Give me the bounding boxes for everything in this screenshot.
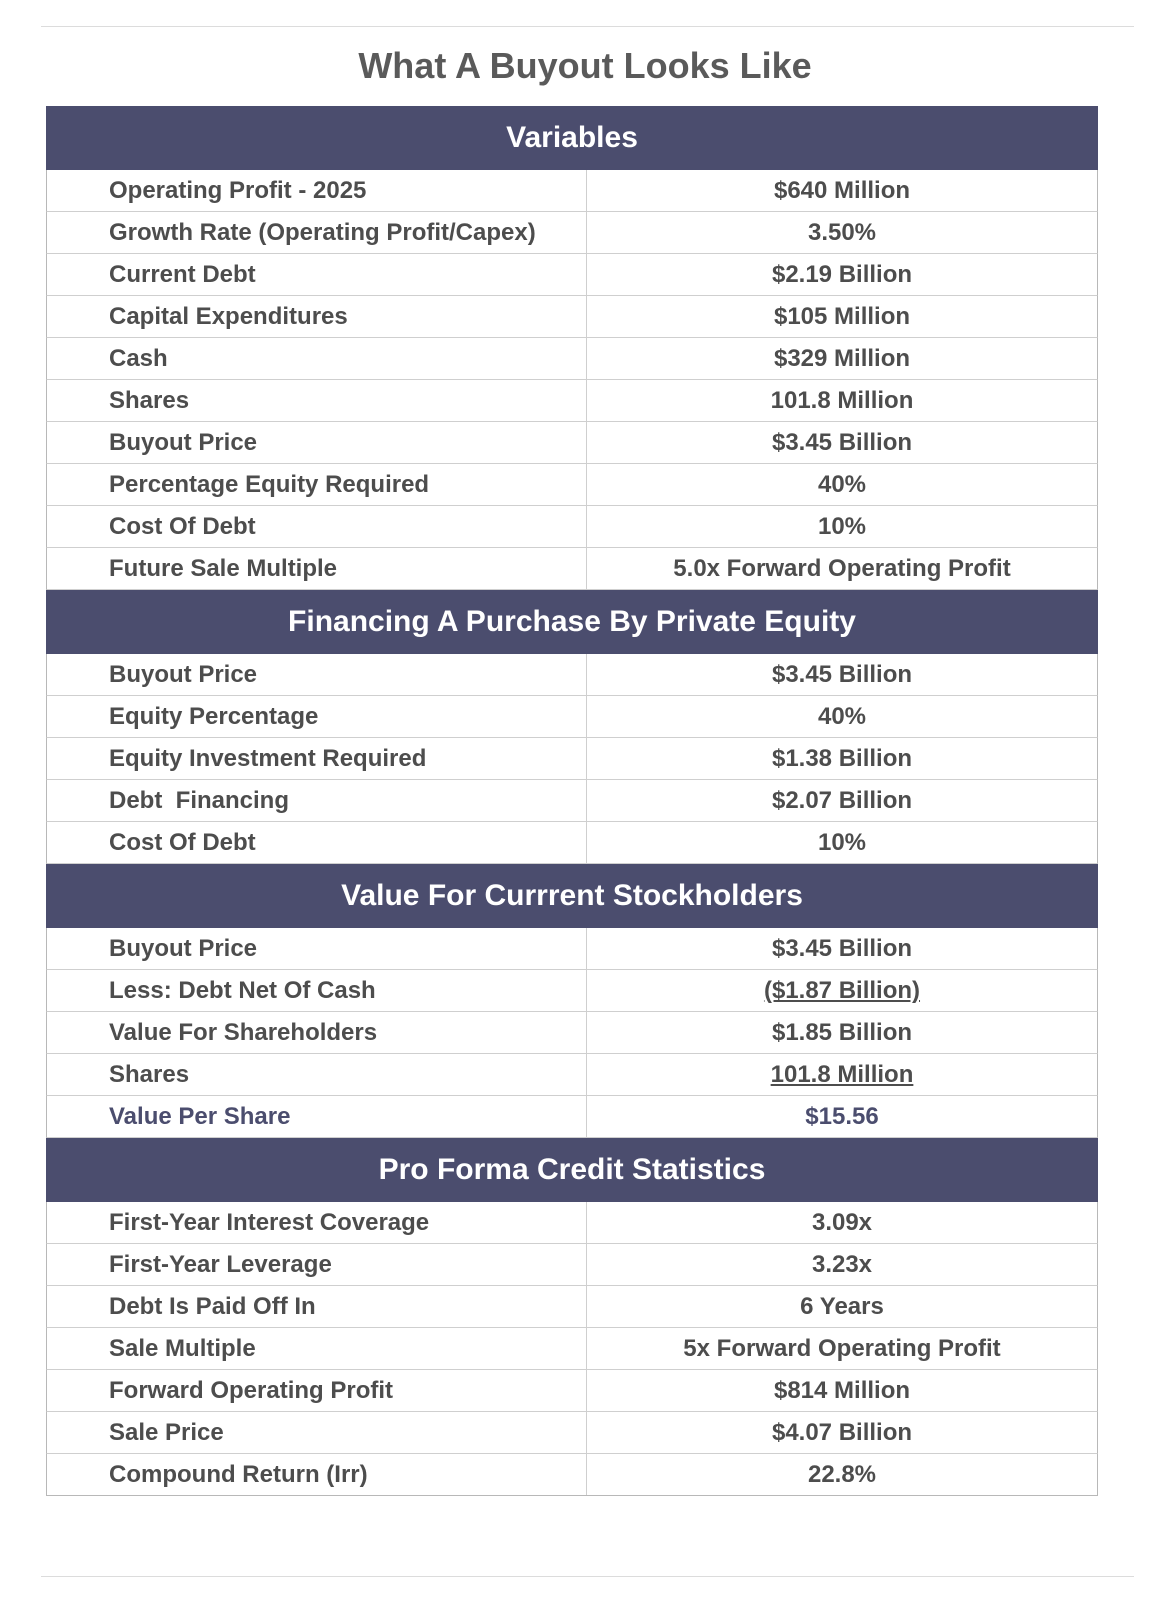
table-row	[46, 822, 1098, 864]
row-value: $1.38 Billion	[771, 745, 913, 772]
table-row	[46, 506, 1098, 548]
page-title: What A Buyout Looks Like	[358, 45, 812, 86]
row-label: Growth Rate (Operating Profit/Capex)	[47, 212, 587, 253]
row-label: Shares	[47, 380, 587, 421]
row-label: Cost Of Debt	[47, 506, 587, 547]
row-label: Cost Of Debt	[47, 822, 587, 863]
row-value: 3.09x	[811, 1209, 873, 1236]
table-row	[46, 1096, 1098, 1138]
table-row	[46, 1244, 1098, 1286]
table-row	[46, 738, 1098, 780]
table-row	[46, 654, 1098, 696]
row-value: 3.50%	[807, 219, 877, 246]
section-header-stockholder-value: Value For Currrent Stockholders	[46, 864, 1098, 928]
buyout-table	[46, 106, 1098, 1496]
table-row	[46, 212, 1098, 254]
row-value: $3.45 Billion	[771, 935, 913, 962]
row-label: Less: Debt Net Of Cash	[47, 970, 587, 1011]
table-row	[46, 928, 1098, 970]
table-row	[46, 254, 1098, 296]
row-value: 101.8 Million	[770, 1061, 914, 1088]
row-value: $814 Million	[773, 1377, 911, 1404]
row-label: Debt Is Paid Off In	[47, 1286, 587, 1327]
table-row	[46, 1370, 1098, 1412]
row-label: Forward Operating Profit	[47, 1370, 587, 1411]
row-label: Capital Expenditures	[47, 296, 587, 337]
table-row	[46, 696, 1098, 738]
row-value: 5x Forward Operating Profit	[683, 1335, 1001, 1362]
row-value: 40%	[817, 703, 867, 730]
row-label: First-Year Leverage	[47, 1244, 587, 1285]
table-row	[46, 1412, 1098, 1454]
row-label: Sale Multiple	[47, 1328, 587, 1369]
row-label: Operating Profit - 2025	[47, 170, 587, 211]
row-value: $2.07 Billion	[771, 787, 913, 814]
table-row	[46, 1202, 1098, 1244]
section-header-credit-statistics: Pro Forma Credit Statistics	[46, 1138, 1098, 1202]
table-row	[46, 422, 1098, 464]
row-label: Sale Price	[47, 1412, 587, 1453]
row-label: Percentage Equity Required	[47, 464, 587, 505]
row-value: 101.8 Million	[770, 387, 914, 414]
table-row	[46, 780, 1098, 822]
row-label: Compound Return (Irr)	[47, 1454, 587, 1495]
row-label: Value For Shareholders	[47, 1012, 587, 1053]
table-row	[46, 1012, 1098, 1054]
row-label: Debt Financing	[47, 780, 587, 821]
row-value: $4.07 Billion	[771, 1419, 913, 1446]
row-value: $15.56	[805, 1103, 879, 1130]
row-value: 22.8%	[807, 1461, 877, 1488]
row-value: 10%	[817, 829, 867, 856]
row-label: Equity Percentage	[47, 696, 587, 737]
table-row	[46, 170, 1098, 212]
table-row	[46, 548, 1098, 590]
row-value: $3.45 Billion	[771, 661, 913, 688]
row-label: Shares	[47, 1054, 587, 1095]
table-row	[46, 1328, 1098, 1370]
row-value: 6 Years	[800, 1293, 884, 1320]
table-row	[46, 1454, 1098, 1496]
row-label: Buyout Price	[47, 654, 587, 695]
row-label: Equity Investment Required	[47, 738, 587, 779]
row-value: $3.45 Billion	[771, 429, 913, 456]
top-divider	[41, 26, 1134, 27]
row-value: 5.0x Forward Operating Profit	[673, 555, 1011, 582]
table-row	[46, 296, 1098, 338]
row-label: Buyout Price	[47, 422, 587, 463]
row-value: 40%	[817, 471, 867, 498]
row-value: $329 Million	[773, 345, 911, 372]
row-label: Buyout Price	[47, 928, 587, 969]
bottom-divider	[41, 1576, 1134, 1577]
row-value: 3.23x	[811, 1251, 873, 1278]
row-value: $2.19 Billion	[771, 261, 913, 288]
table-row	[46, 970, 1098, 1012]
table-row	[46, 338, 1098, 380]
row-value: $1.85 Billion	[771, 1019, 913, 1046]
table-row	[46, 464, 1098, 506]
row-label: Current Debt	[47, 254, 587, 295]
row-label: Cash	[47, 338, 587, 379]
section-header-financing: Financing A Purchase By Private Equity	[46, 590, 1098, 654]
row-value: ($1.87 Billion)	[763, 977, 921, 1004]
section-header-variables: Variables	[46, 106, 1098, 170]
row-value: 10%	[817, 513, 867, 540]
table-row	[46, 380, 1098, 422]
table-row	[46, 1054, 1098, 1096]
row-label: First-Year Interest Coverage	[47, 1202, 587, 1243]
table-row	[46, 1286, 1098, 1328]
row-value: $105 Million	[773, 303, 911, 330]
row-label: Future Sale Multiple	[47, 548, 587, 589]
row-label: Value Per Share	[47, 1096, 587, 1137]
row-value: $640 Million	[773, 177, 911, 204]
